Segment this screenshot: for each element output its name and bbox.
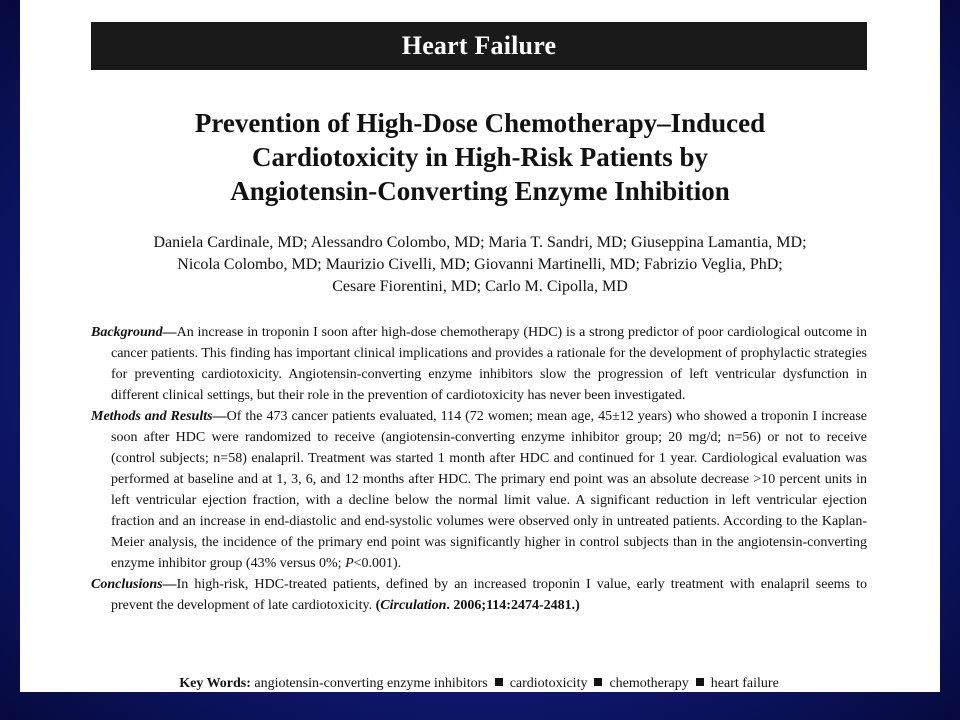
author-line: Nicola Colombo, MD; Maurizio Civelli, MD; Giovanni Martinelli, MD; Fabrizio Veglia, PhD; (177, 256, 783, 273)
methods-text: Of the 473 cancer patients evaluated, 114 (72 women; mean age, 45±12 years) who showed a troponin I increase soon after HDC were randomized to receive (angiotensin-converting enzyme inhibitor group; 20 mg/d; n=56) or not to receive (control subjects; n=58) enalapril. Treatment was started 1 month after HDC and continued for 1 year. Cardiological evaluation was performed at baseline and at 1, 3, 6, and 12 months after HDC. The primary end point was an absolute decrease >10 percent units in left ventricular ejection fraction, with a decline below the normal limit value. A significant reduction in left ventricular ejection fraction and an increase in end-diastolic and end-systolic volumes were observed only in untreated patients. According to the Kaplan-Meier analysis, the incidence of the primary end point was significantly higher in control subjects than in the angiotensin-converting enzyme inhibitor group (43% versus 0%; (111, 409, 867, 571)
author-line: Daniela Cardinale, MD; Alessandro Colombo, MD; Maria T. Sandri, MD; Giuseppina Lamantia, MD; (153, 234, 807, 251)
background-heading: Background— (91, 325, 177, 340)
article-title (80, 106, 880, 208)
journal-section-label: Heart Failure (401, 31, 557, 60)
citation-journal: Circulation (380, 598, 447, 613)
square-bullet-icon (696, 678, 704, 686)
keyword: chemotherapy (609, 676, 689, 691)
journal-section-banner (91, 22, 867, 70)
square-bullet-icon (594, 678, 602, 686)
methods-text-end: <0.001). (353, 556, 402, 571)
key-words (91, 676, 867, 692)
square-bullet-icon (495, 678, 503, 686)
keyword: cardiotoxicity (509, 676, 588, 691)
abstract-background (91, 322, 867, 406)
p-value-symbol: P (345, 556, 354, 571)
abstract-conclusions (91, 574, 867, 616)
methods-heading: Methods and Results— (91, 409, 227, 424)
key-words-label: Key Words: (179, 676, 251, 691)
keyword: heart failure (710, 676, 779, 691)
background-text: An increase in troponin I soon after high-dose chemotherapy (HDC) is a strong predictor of poor cardiological outcome in cancer patients. This finding has important clinical implications and provides a rationale for the development of prophylactic strategies for preventing cardiotoxicity. Angiotensin-converting enzyme inhibitors slow the progression of left ventricular dysfunction in different clinical settings, but their role in the prevention of cardiotoxicity has never been investigated. (111, 325, 867, 403)
conclusions-heading: Conclusions— (91, 577, 177, 592)
title-line: Angiotensin-Converting Enzyme Inhibition (230, 176, 730, 206)
keyword: angiotensin-converting enzyme inhibitors (254, 676, 488, 691)
citation (376, 598, 580, 613)
paper-page (20, 0, 940, 692)
citation-rest: . 2006;114:2474-2481.) (446, 598, 580, 613)
title-line: Prevention of High-Dose Chemotherapy–Induced (194, 108, 766, 138)
author-list (80, 232, 880, 298)
conclusions-text: In high-risk, HDC-treated patients, defined by an increased troponin I value, early treatment with enalapril seems to prevent the development of late cardiotoxicity. (111, 577, 867, 613)
abstract (91, 322, 867, 616)
citation-open: ( (375, 598, 381, 613)
abstract-methods (91, 406, 867, 574)
title-line: Cardiotoxicity in High-Risk Patients by (251, 142, 709, 172)
author-line: Cesare Fiorentini, MD; Carlo M. Cipolla, MD (332, 278, 628, 295)
